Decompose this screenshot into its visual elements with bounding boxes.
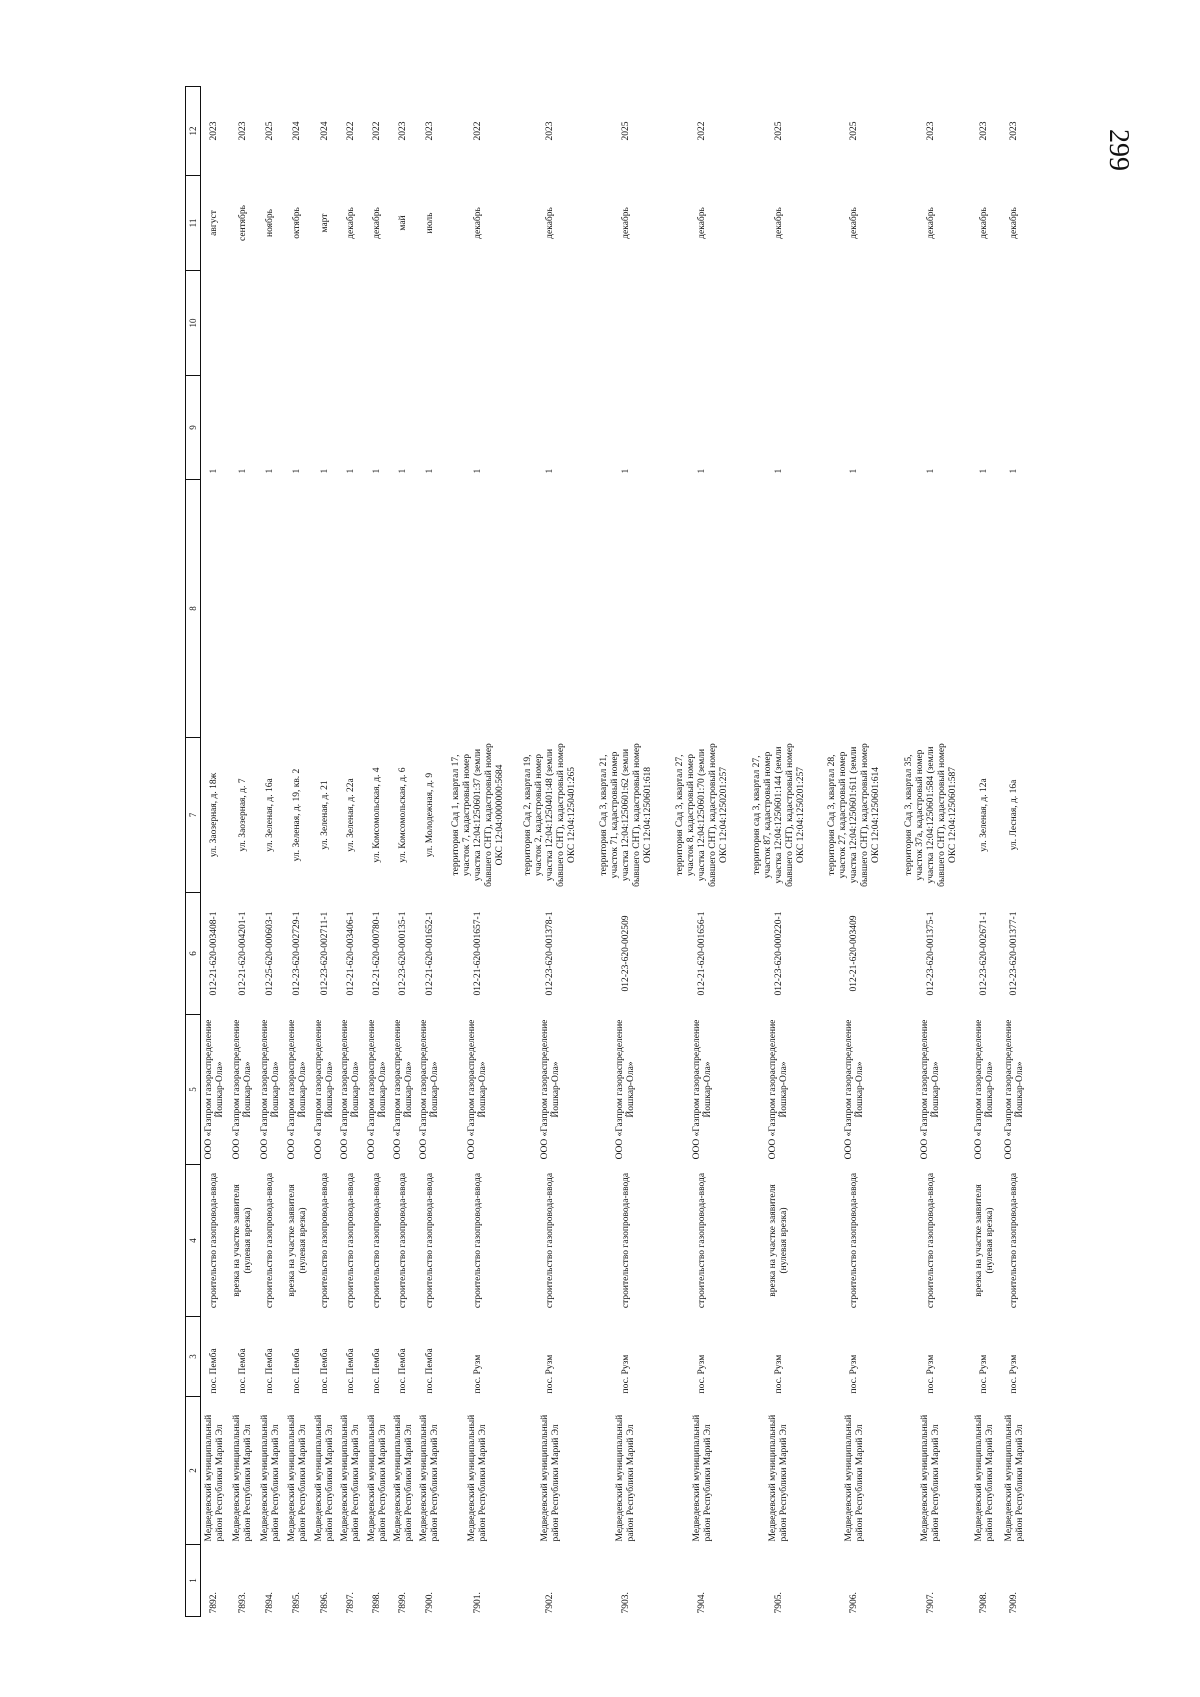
quantity-cell: 1 [472,468,483,474]
table-row [588,87,665,1617]
year-cell: 2025 [620,121,631,141]
district-cell: Медведевский муниципальный район Республики Марий Эл [843,1414,865,1542]
row-number: 7899. [398,1592,409,1614]
settlement-cell: пос. Пемба [372,1348,383,1394]
row-number: 7897. [345,1592,356,1614]
column-8-cell [999,480,1030,738]
organization-cell: ООО «Газпром газораспределение Йошкар-Ола» [340,1019,362,1160]
month-cell: декабрь [345,207,356,239]
row-number: 7904. [697,1592,708,1614]
month-cell: октябрь [292,207,303,239]
district-cell: Медведевский муниципальный район Республики Марий Эл [920,1414,942,1542]
district-cell: Медведевский муниципальный район Республики Марий Эл [467,1414,489,1542]
organization-cell: ООО «Газпром газораспределение Йошкар-Ола» [203,1019,225,1160]
work-type-cell: строительство газопровода-ввода [424,1172,435,1309]
settlement-cell: пос. Пемба [424,1348,435,1394]
table-row [443,87,513,1617]
address-cell: территория сад 3, квартал 27, участок 87, кадастровый номер участка 12:04:1250601:144 (земли бывшего СНТ), кадастровый номер ОКС 12:04:1250201:257 [751,743,806,887]
table-header [186,87,201,1617]
address-cell: ул. Молодежная, д. 9 [424,772,435,858]
month-cell: июль [424,212,435,234]
address-cell: ул. Комсомольская, д. 4 [372,767,383,863]
settlement-cell: пос. Рузм [979,1354,990,1394]
column-8-cell [229,480,257,738]
column-header-11: 11 [186,176,201,271]
organization-cell: ООО «Газпром газораспределение Йошкар-Ола» [467,1019,489,1160]
column-10-cell [229,271,257,376]
year-cell: 2023 [209,121,220,141]
settlement-cell: пос. Пемба [292,1348,303,1394]
work-type-cell: строительство газопровода-ввода [697,1172,708,1309]
column-8-cell [664,480,741,738]
settlement-cell: пос. Рузм [773,1354,784,1394]
column-8-cell [892,480,971,738]
column-8-cell [417,480,443,738]
settlement-cell: пос. Рузм [697,1354,708,1394]
column-header-5: 5 [186,1015,201,1165]
column-10-cell [818,271,892,376]
settlement-cell: пос. Рузм [472,1354,483,1394]
column-8-cell [818,480,892,738]
quantity-cell: 1 [209,468,220,474]
work-type-cell: строительство газопровода-ввода [545,1172,556,1309]
column-10-cell [257,271,283,376]
column-10-cell [513,271,587,376]
district-cell: Медведевский муниципальный район Республики Марий Эл [203,1414,225,1542]
address-cell: ул. Комсомольская, д. 6 [398,767,409,863]
quantity-cell: 1 [773,468,784,474]
year-cell: 2024 [292,121,303,141]
quantity-cell: 1 [398,468,409,474]
table-row [999,87,1030,1617]
table-row [417,87,443,1617]
address-cell: территория Сад 3, квартал 27, участок 8, кадастровый номер участка 12:04:1250601:70 (земли бывшего СНТ), кадастровый номер ОКС 12:04:1250201:257 [675,743,730,887]
settlement-cell: пос. Пемба [319,1348,330,1394]
column-10-cell [391,271,417,376]
application-id-cell: 012-21-620-000780-1 [372,911,383,996]
year-cell: 2022 [697,121,708,141]
year-cell: 2024 [319,121,330,141]
work-type-cell: строительство газопровода-ввода [319,1172,330,1309]
work-type-cell: строительство газопровода-ввода [398,1172,409,1309]
organization-cell: ООО «Газпром газораспределение Йошкар-Ола» [392,1019,414,1160]
address-cell: территория Сад 3, квартал 35, участок 37а, кадастровый номер участка 12:04:1250601:584 (земли бывшего СНТ), кадастровый номер ОКС 12:04:1250601:587 [903,743,958,887]
table-row [818,87,892,1617]
quantity-cell: 1 [545,468,556,474]
row-number: 7905. [773,1592,784,1614]
quantity-cell: 1 [979,468,990,474]
work-type-cell: врезка на участке заявителя (нулевая врезка) [232,1184,254,1297]
application-id-cell: 012-21-620-003409 [849,915,860,992]
address-cell: ул. Зеленая, д. 19, кв. 2 [292,768,303,862]
work-type-cell: строительство газопровода-ввода [925,1172,936,1309]
quantity-cell: 1 [372,468,383,474]
organization-cell: ООО «Газпром газораспределение Йошкар-Ола» [419,1019,441,1160]
row-number: 7908. [979,1592,990,1614]
organization-cell: ООО «Газпром газораспределение Йошкар-Ола» [973,1019,995,1160]
quantity-cell: 1 [1009,468,1020,474]
work-type-cell: врезка на участке заявителя (нулевая врезка) [286,1184,308,1297]
district-cell: Медведевский муниципальный район Республики Марий Эл [691,1414,713,1542]
district-cell: Медведевский муниципальный район Республики Марий Эл [1003,1414,1025,1542]
year-cell: 2022 [345,121,356,141]
address-cell: ул. Зеленая, д. 22а [345,778,356,852]
month-cell: сентябрь [237,205,248,241]
quantity-cell: 1 [292,468,303,474]
month-cell: март [319,213,330,233]
column-number-row [186,87,201,1617]
page-number: 299 [1103,129,1134,171]
row-number: 7909. [1009,1592,1020,1614]
column-10-cell [664,271,741,376]
organization-cell: ООО «Газпром газораспределение Йошкар-Ола» [768,1019,790,1160]
quantity-cell: 1 [265,468,275,474]
year-cell: 2023 [237,121,248,141]
column-header-10: 10 [186,271,201,376]
year-cell: 2025 [265,121,275,141]
month-cell: декабрь [620,207,631,239]
application-id-cell: 012-25-620-000603-1 [265,911,275,996]
settlement-cell: пос. Пемба [209,1348,220,1394]
organization-cell: ООО «Газпром газораспределение Йошкар-Ола» [843,1019,865,1160]
table-row [391,87,417,1617]
settlement-cell: пос. Пемба [265,1348,275,1394]
month-cell: декабрь [697,207,708,239]
application-id-cell: 012-23-620-002729-1 [292,911,303,996]
organization-cell: ООО «Газпром газораспределение Йошкар-Ола» [920,1019,942,1160]
table-row [312,87,338,1617]
settlement-cell: пос. Рузм [849,1354,860,1394]
table-row [338,87,364,1617]
month-cell: ноябрь [265,209,275,237]
table-row [201,87,229,1617]
month-cell: май [398,215,409,231]
row-number: 7906. [849,1592,860,1614]
work-type-cell: строительство газопровода-ввода [265,1172,275,1309]
column-header-6: 6 [186,893,201,1015]
column-8-cell [443,480,513,738]
address-cell: ул. Лесная, д. 16а [1009,779,1020,851]
application-id-cell: 012-23-620-001378-1 [545,911,556,996]
application-id-cell: 012-21-620-004201-1 [237,911,248,996]
quantity-cell: 1 [849,468,860,474]
application-id-cell: 012-23-620-001377-1 [1009,911,1020,996]
column-8-cell [971,480,999,738]
month-cell: декабрь [849,207,860,239]
work-type-cell: врезка на участке заявителя (нулевая врезка) [768,1184,790,1297]
organization-cell: ООО «Газпром газораспределение Йошкар-Ола» [615,1019,637,1160]
column-8-cell [365,480,391,738]
row-number: 7903. [620,1592,631,1614]
year-cell: 2023 [545,121,556,141]
column-10-cell [999,271,1030,376]
application-id-cell: 012-21-620-001656-1 [697,911,708,996]
quantity-cell: 1 [319,468,330,474]
table-row [257,87,283,1617]
table-row [284,87,312,1617]
column-10-cell [892,271,971,376]
quantity-cell: 1 [424,468,435,474]
organization-cell: ООО «Газпром газораспределение Йошкар-Ола» [259,1019,281,1160]
address-cell: ул. Зеленая, д. 12а [979,778,990,852]
district-cell: Медведевский муниципальный район Республики Марий Эл [232,1414,254,1542]
column-8-cell [513,480,587,738]
row-number: 7901. [472,1592,483,1614]
district-cell: Медведевский муниципальный район Республики Марий Эл [314,1414,336,1542]
quantity-cell: 1 [697,468,708,474]
organization-cell: ООО «Газпром газораспределение Йошкар-Ола» [539,1019,561,1160]
month-cell: декабрь [979,207,990,239]
application-id-cell: 012-23-620-002509 [620,915,631,992]
organization-cell: ООО «Газпром газораспределение Йошкар-Ола» [366,1019,388,1160]
work-type-cell: строительство газопровода-ввода [472,1172,483,1309]
row-number: 7893. [237,1592,248,1614]
column-header-9: 9 [186,376,201,480]
column-8-cell [391,480,417,738]
month-cell: декабрь [545,207,556,239]
work-type-cell: строительство газопровода-ввода [1009,1172,1020,1309]
address-cell: ул. Зеленая, д. 21 [319,780,330,850]
year-cell: 2025 [849,121,860,141]
month-cell: декабрь [925,207,936,239]
application-id-cell: 012-23-620-002711-1 [319,911,330,996]
column-10-cell [417,271,443,376]
address-cell: территория Сад 2, квартал 19, участок 2, кадастровый номер участка 12:04:1250401:48 (земли бывшего СНТ), кадастровый номер ОКС 12:04:1250401:265 [523,743,578,887]
district-cell: Медведевский муниципальный район Республики Марий Эл [973,1414,995,1542]
year-cell: 2025 [773,121,784,141]
table-row [513,87,587,1617]
work-type-cell: строительство газопровода-ввода [345,1172,356,1309]
work-type-cell: строительство газопровода-ввода [372,1172,383,1309]
district-cell: Медведевский муниципальный район Республики Марий Эл [259,1414,281,1542]
year-cell: 2022 [472,121,483,141]
work-type-cell: строительство газопровода-ввода [620,1172,631,1309]
column-header-3: 3 [186,1317,201,1397]
organization-cell: ООО «Газпром газораспределение Йошкар-Ола» [232,1019,254,1160]
table-row [741,87,818,1617]
district-cell: Медведевский муниципальный район Республики Марий Эл [392,1414,414,1542]
year-cell: 2023 [1009,121,1020,141]
gas-connection-table [185,86,1030,1617]
column-10-cell [971,271,999,376]
row-number: 7895. [292,1592,303,1614]
year-cell: 2023 [979,121,990,141]
column-header-2: 2 [186,1397,201,1545]
column-10-cell [284,271,312,376]
column-8-cell [312,480,338,738]
table-body [201,87,1031,1617]
address-cell: территория Сад 1, квартал 17, участок 7, кадастровый номер участка 12:04:1250601:37 (земли бывшего СНТ), кадастровый номер ОКС 12:04:0000000:5684 [450,743,505,887]
district-cell: Медведевский муниципальный район Республики Марий Эл [615,1414,637,1542]
organization-cell: ООО «Газпром газораспределение Йошкар-Ола» [1003,1019,1025,1160]
organization-cell: ООО «Газпром газораспределение Йошкар-Ола» [691,1019,713,1160]
column-8-cell [284,480,312,738]
table-row [365,87,391,1617]
quantity-cell: 1 [237,468,248,474]
column-header-12: 12 [186,87,201,176]
month-cell: декабрь [372,207,383,239]
column-8-cell [338,480,364,738]
row-number: 7900. [424,1592,435,1614]
column-10-cell [338,271,364,376]
district-cell: Медведевский муниципальный район Республики Марий Эл [419,1414,441,1542]
column-10-cell [201,271,229,376]
organization-cell: ООО «Газпром газораспределение Йошкар-Ола» [314,1019,336,1160]
year-cell: 2022 [372,121,383,141]
month-cell: август [209,210,220,236]
column-header-4: 4 [186,1165,201,1317]
address-cell: территория Сад 3, квартал 28, участок 27, кадастровый номер участка 12:04:1250601:611 (земли бывшего СНТ), кадастровый номер ОКС 12:04:1250601:614 [827,743,882,887]
table-row [971,87,999,1617]
settlement-cell: пос. Рузм [925,1354,936,1394]
district-cell: Медведевский муниципальный район Республики Марий Эл [768,1414,790,1542]
settlement-cell: пос. Пемба [345,1348,356,1394]
address-cell: ул. Заозерная, д. 7 [237,778,248,852]
column-header-7: 7 [186,738,201,893]
table-row [664,87,741,1617]
table-row [892,87,971,1617]
application-id-cell: 012-23-620-000220-1 [773,911,784,996]
row-number: 7907. [925,1592,936,1614]
application-id-cell: 012-23-620-002671-1 [979,911,990,996]
rotated-sheet [185,87,1030,1617]
column-8-cell [588,480,665,738]
address-cell: территория Сад 3, квартал 21, участок 71, кадастровый номер участка 12:04:1250601:62 (земли бывшего СНТ), кадастровый номер ОКС 12:04:1250601:618 [598,743,653,887]
year-cell: 2023 [925,121,936,141]
column-header-8: 8 [186,480,201,738]
month-cell: декабрь [773,207,784,239]
settlement-cell: пос. Пемба [398,1348,409,1394]
application-id-cell: 012-21-620-003406-1 [345,911,356,996]
row-number: 7898. [372,1592,383,1614]
quantity-cell: 1 [925,468,936,474]
column-10-cell [741,271,818,376]
row-number: 7892. [209,1592,220,1614]
column-10-cell [312,271,338,376]
settlement-cell: пос. Рузм [620,1354,631,1394]
address-cell: ул. Зеленая, д. 16а [265,778,275,852]
table-row [229,87,257,1617]
application-id-cell: 012-21-620-003408-1 [209,911,220,996]
column-10-cell [443,271,513,376]
row-number: 7894. [265,1592,275,1614]
column-8-cell [257,480,283,738]
column-header-1: 1 [186,1545,201,1617]
row-number: 7902. [545,1592,556,1614]
settlement-cell: пос. Рузм [545,1354,556,1394]
month-cell: декабрь [472,207,483,239]
row-number: 7896. [319,1592,330,1614]
district-cell: Медведевский муниципальный район Республики Марий Эл [286,1414,308,1542]
application-id-cell: 012-21-620-001652-1 [424,911,435,996]
column-8-cell [201,480,229,738]
year-cell: 2023 [398,121,409,141]
quantity-cell: 1 [620,468,631,474]
address-cell: ул. Заозерная, д. 18ж [209,772,220,858]
column-8-cell [741,480,818,738]
column-10-cell [588,271,665,376]
application-id-cell: 012-23-620-000135-1 [398,911,409,996]
work-type-cell: врезка на участке заявителя (нулевая врезка) [973,1184,995,1297]
year-cell: 2023 [424,121,435,141]
work-type-cell: строительство газопровода-ввода [209,1172,220,1309]
application-id-cell: 012-23-620-001375-1 [925,911,936,996]
month-cell: декабрь [1009,207,1020,239]
application-id-cell: 012-21-620-001657-1 [472,911,483,996]
quantity-cell: 1 [345,468,356,474]
district-cell: Медведевский муниципальный район Республики Марий Эл [539,1414,561,1542]
work-type-cell: строительство газопровода-ввода [849,1172,860,1309]
settlement-cell: пос. Рузм [1009,1354,1020,1394]
column-10-cell [365,271,391,376]
district-cell: Медведевский муниципальный район Республики Марий Эл [340,1414,362,1542]
organization-cell: ООО «Газпром газораспределение Йошкар-Ола» [286,1019,308,1160]
settlement-cell: пос. Пемба [237,1348,248,1394]
district-cell: Медведевский муниципальный район Республики Марий Эл [366,1414,388,1542]
